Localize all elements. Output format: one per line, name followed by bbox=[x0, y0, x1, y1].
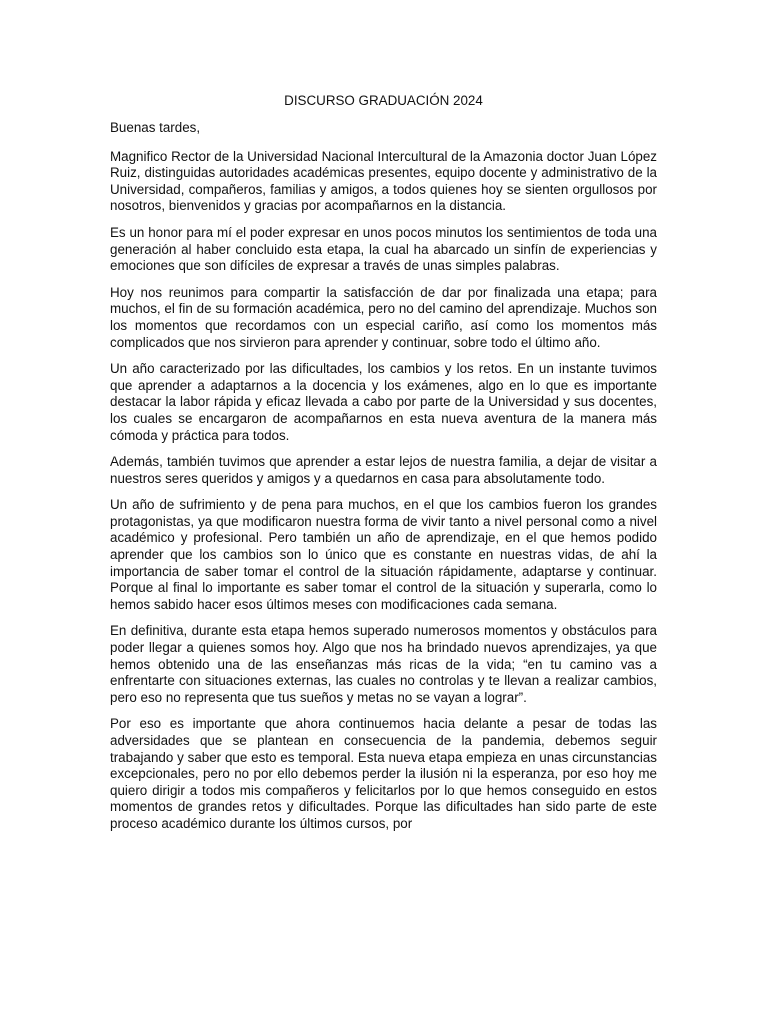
document-title: DISCURSO GRADUACIÓN 2024 bbox=[284, 93, 483, 108]
paragraph-3: Hoy nos reunimos para compartir la satisfacción de dar por finalizada una etapa; para muchos, el fin de su formación académica, pero no del camino del aprendizaje. Muchos son los momentos que recordamos con un especial cariño, así como los momentos más complicados que nos sirvieron para aprender y continuar, sobre todo el último año. bbox=[110, 284, 657, 350]
paragraph-6: Un año de sufrimiento y de pena para muchos, en el que los cambios fueron los grandes protagonistas, ya que modificaron nuestra forma de vivir tanto a nivel personal como a nivel académico y profesional. Pero también un año de aprendizaje, en el que hemos podido aprender que los cambios son lo único que es constante en nuestras vidas, de ahí la importancia de saber tomar el control de la situación rápidamente, adaptarse y continuar. Porque al final lo importante es saber tomar el control de la situación y superarla, como lo hemos sabido hacer esos últimos meses con modificaciones cada semana. bbox=[110, 497, 657, 612]
paragraph-7: En definitiva, durante esta etapa hemos superado numerosos momentos y obstáculos para poder llegar a quienes somos hoy. Algo que nos ha brindado nuevos aprendizajes, ya que hemos obtenido una de las enseñanzas más ricas de la vida; “en tu camino vas a enfrentarte con situaciones externas, las cuales no controlas y te llevan a realizar cambios, pero eso no representa que tus sueños y metas no se vayan a lograr”. bbox=[110, 623, 657, 705]
paragraph-1: Magnifico Rector de la Universidad Nacional Intercultural de la Amazonia doctor Juan López Ruiz, distinguidas autoridades académicas presentes, equipo docente y administrativo de la Universidad, compañeros, familias y amigos, a todos quienes hoy se sienten orgullosos por nosotros, bienvenidos y gracias por acompañarnos en la distancia. bbox=[110, 148, 657, 214]
paragraph-8: Por eso es importante que ahora continuemos hacia delante a pesar de todas las adversidades que se plantean en consecuencia de la pandemia, debemos seguir trabajando y saber que esto es temporal. Esta nueva etapa empieza en unas circunstancias excepcionales, pero no por ello debemos perder la ilusión ni la esperanza, por eso hoy me quiero dirigir a todos mis compañeros y felicitarlos por lo que hemos conseguido en estos momentos de grandes retos y dificultades. Porque las dificultades han sido parte de este proceso académico durante los últimos cursos, por bbox=[110, 716, 657, 831]
paragraph-5: Además, también tuvimos que aprender a estar lejos de nuestra familia, a dejar de visitar a nuestros seres queridos y amigos y a quedarnos en casa para absolutamente todo. bbox=[110, 454, 657, 486]
document-page bbox=[110, 92, 657, 843]
paragraph-4: Un año caracterizado por las dificultades, los cambios y los retos. En un instante tuvimos que aprender a adaptarnos a la docencia y los exámenes, algo en lo que es importante destacar la labor rápida y eficaz llevada a cabo por parte de la Universidad y sus docentes, los cuales se encargaron de acompañarnos en esta nueva aventura de la manera más cómoda y práctica para todos. bbox=[110, 361, 657, 443]
paragraph-2: Es un honor para mí el poder expresar en unos pocos minutos los sentimientos de toda una generación al haber concluido esta etapa, la cual ha abarcado un sinfín de experiencias y emociones que son difíciles de expresar a través de unas simples palabras. bbox=[110, 224, 657, 274]
greeting-text: Buenas tardes, bbox=[110, 120, 201, 135]
